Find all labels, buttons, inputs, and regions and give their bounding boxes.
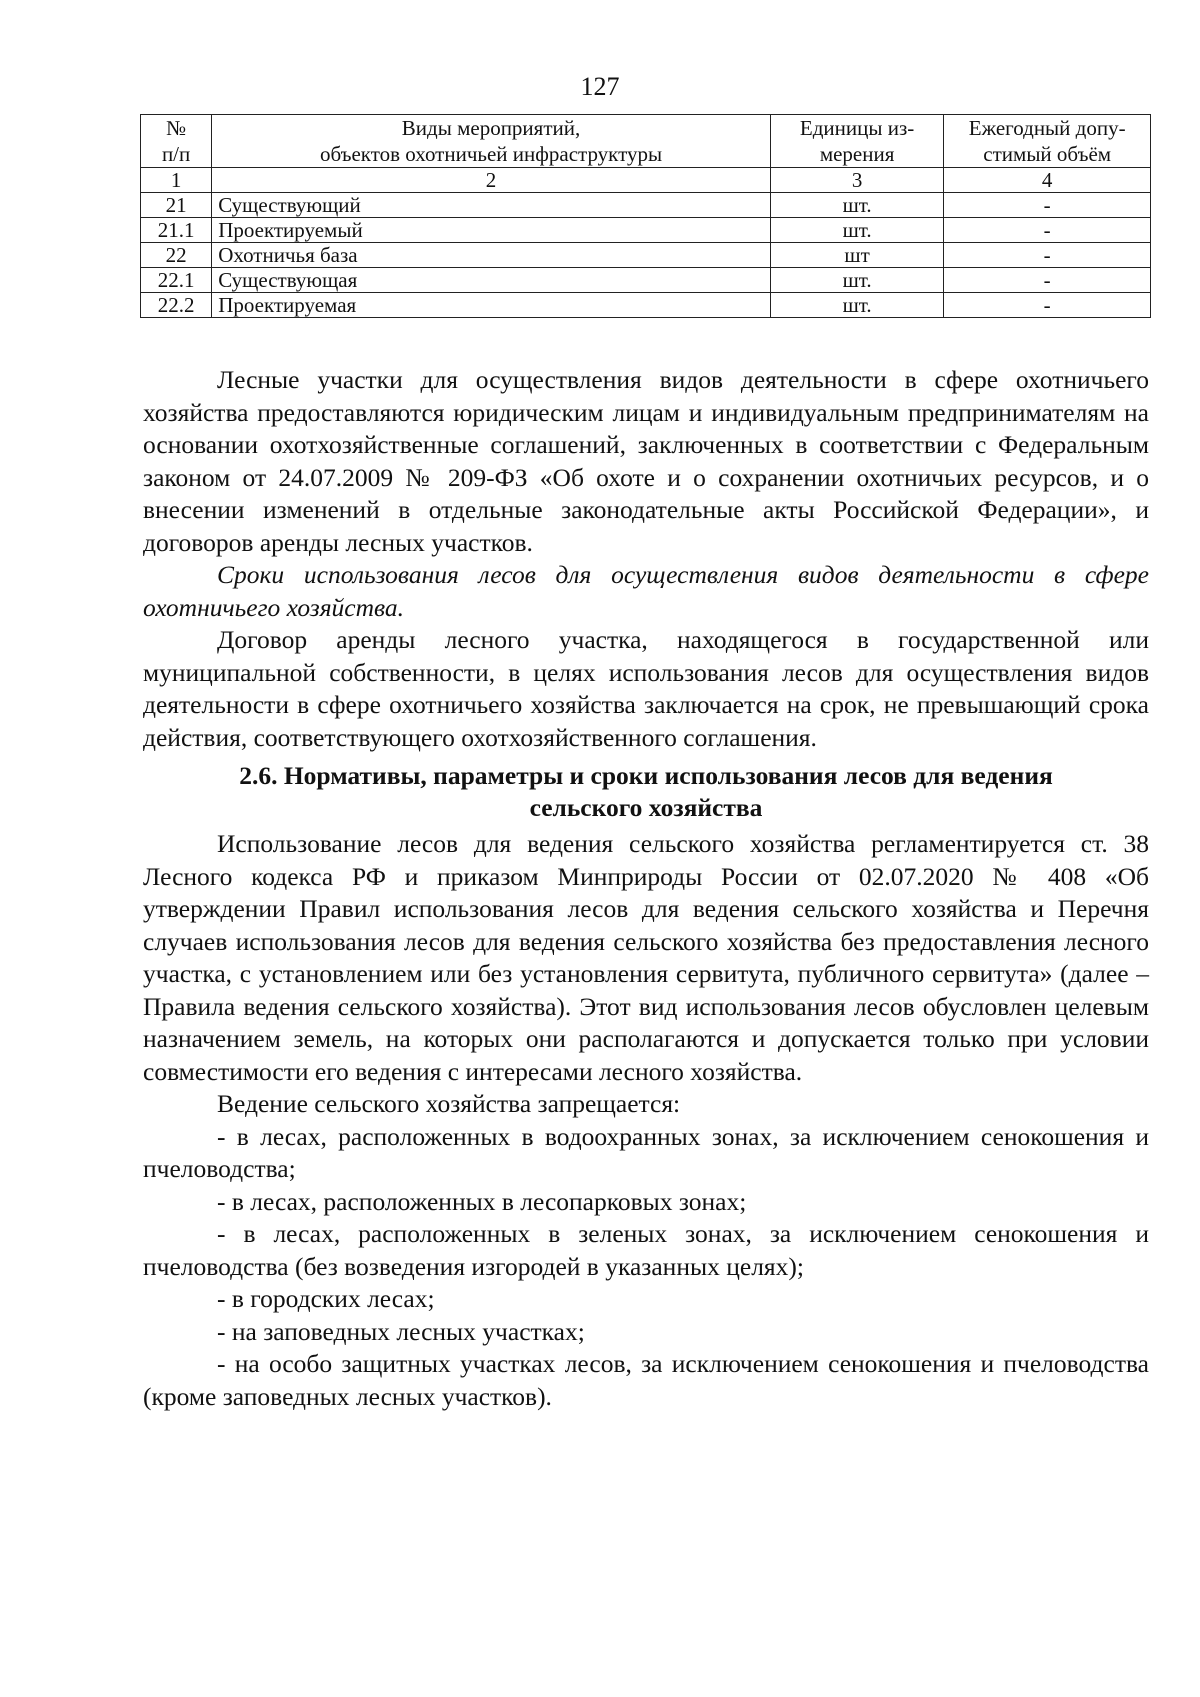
row-number: 22.1 [141, 268, 212, 293]
row-number: 22.2 [141, 293, 212, 318]
infrastructure-table [140, 114, 1151, 318]
body-text [143, 364, 1149, 1413]
row-unit: шт. [770, 293, 944, 318]
row-number: 21 [141, 193, 212, 218]
column-number: 1 [141, 168, 212, 193]
header-units: Единицы из- мерения [770, 115, 944, 168]
row-volume: - [944, 193, 1151, 218]
row-unit: шт. [770, 193, 944, 218]
row-number: 22 [141, 243, 212, 268]
list-item: - на особо защитных участках лесов, за исключением сенокошения и пчеловодства (кроме заповедных лесных участков). [143, 1349, 1149, 1411]
row-name: Проектируемый [212, 218, 771, 243]
page-number: 127 [580, 72, 620, 101]
paragraph-agriculture-regulation: Использование лесов для ведения сельского хозяйства регламентируется ст. 38 Лесного кодекса РФ и приказом Минприроды России от 02.07.2020 № 408 «Об утверждении Правил использования лесов для ведения сельского хозяйства и Перечня случаев использования лесов для ведения сельского хозяйства без предоставления лесного участка, с установлением или без установления сервитута, публичного сервитута» (далее – Правила ведения сельского хозяйства). Этот вид использования лесов обусловлен целевым назначением земель, на которых они располагаются и допускается только при условии совместимости его ведения с интересами лесного хозяйства. [143, 829, 1149, 1086]
paragraph-hunting-plots: Лесные участки для осуществления видов деятельности в сфере охотничьего хозяйства предоставляются юридическим лицам и индивидуальным предпринимателям на основании охотхозяйственные соглашений, заключенных в соответствии с Федеральным законом от 24.07.2009 № 209-ФЗ «Об охоте и о сохранении охотничьих ресурсов, и о внесении изменений в отдельные законодательные акты Российской Федерации», и договоров аренды лесных участков. [143, 365, 1149, 557]
row-name: Существующий [212, 193, 771, 218]
row-volume: - [944, 293, 1151, 318]
row-volume: - [944, 268, 1151, 293]
column-number: 3 [770, 168, 944, 193]
paragraph-terms-italic: Сроки использования лесов для осуществления видов деятельности в сфере охотничьего хозяйства. [143, 560, 1149, 622]
table-row [141, 293, 1151, 318]
table-row [141, 193, 1151, 218]
column-number: 2 [212, 168, 771, 193]
row-name: Проектируемая [212, 293, 771, 318]
section-heading: 2.6. Нормативы, параметры и сроки использования лесов для ведения сельского хозяйства [239, 761, 1053, 822]
header-annual-volume: Ежегодный допу- стимый объём [944, 115, 1151, 168]
table-row [141, 218, 1151, 243]
row-volume: - [944, 243, 1151, 268]
table-row [141, 268, 1151, 293]
row-unit: шт. [770, 268, 944, 293]
table-header-row [141, 115, 1151, 168]
list-item: - в городских лесах; [217, 1284, 435, 1313]
row-unit: шт [770, 243, 944, 268]
list-item: - в лесах, расположенных в водоохранных зонах, за исключением сенокошения и пчеловодства; [143, 1121, 1149, 1183]
row-volume: - [944, 218, 1151, 243]
row-unit: шт. [770, 218, 944, 243]
header-activity-type: Виды мероприятий, объектов охотничьей инфраструктуры [212, 115, 771, 168]
row-number: 21.1 [141, 218, 212, 243]
paragraph-prohibited-intro: Ведение сельского хозяйства запрещается: [217, 1089, 681, 1118]
header-number: № п/п [141, 115, 212, 168]
paragraph-lease-agreement: Договор аренды лесного участка, находящегося в государственной или муниципальной собственности, в целях использования лесов для осуществления видов деятельности в сфере охотничьего хозяйства заключается на срок, не превышающий срока действия, соответствующего охотхозяйственного соглашения. [143, 625, 1149, 752]
list-item: - на заповедных лесных участках; [217, 1316, 585, 1346]
column-number-row [141, 168, 1151, 193]
row-name: Охотничья база [212, 243, 771, 268]
table-row [141, 243, 1151, 268]
column-number: 4 [944, 168, 1151, 193]
row-name: Существующая [212, 268, 771, 293]
list-item: - в лесах, расположенных в лесопарковых зонах; [217, 1186, 747, 1216]
list-item: - в лесах, расположенных в зеленых зонах, за исключением сенокошения и пчеловодства (без возведения изгородей в указанных целях); [143, 1219, 1149, 1281]
